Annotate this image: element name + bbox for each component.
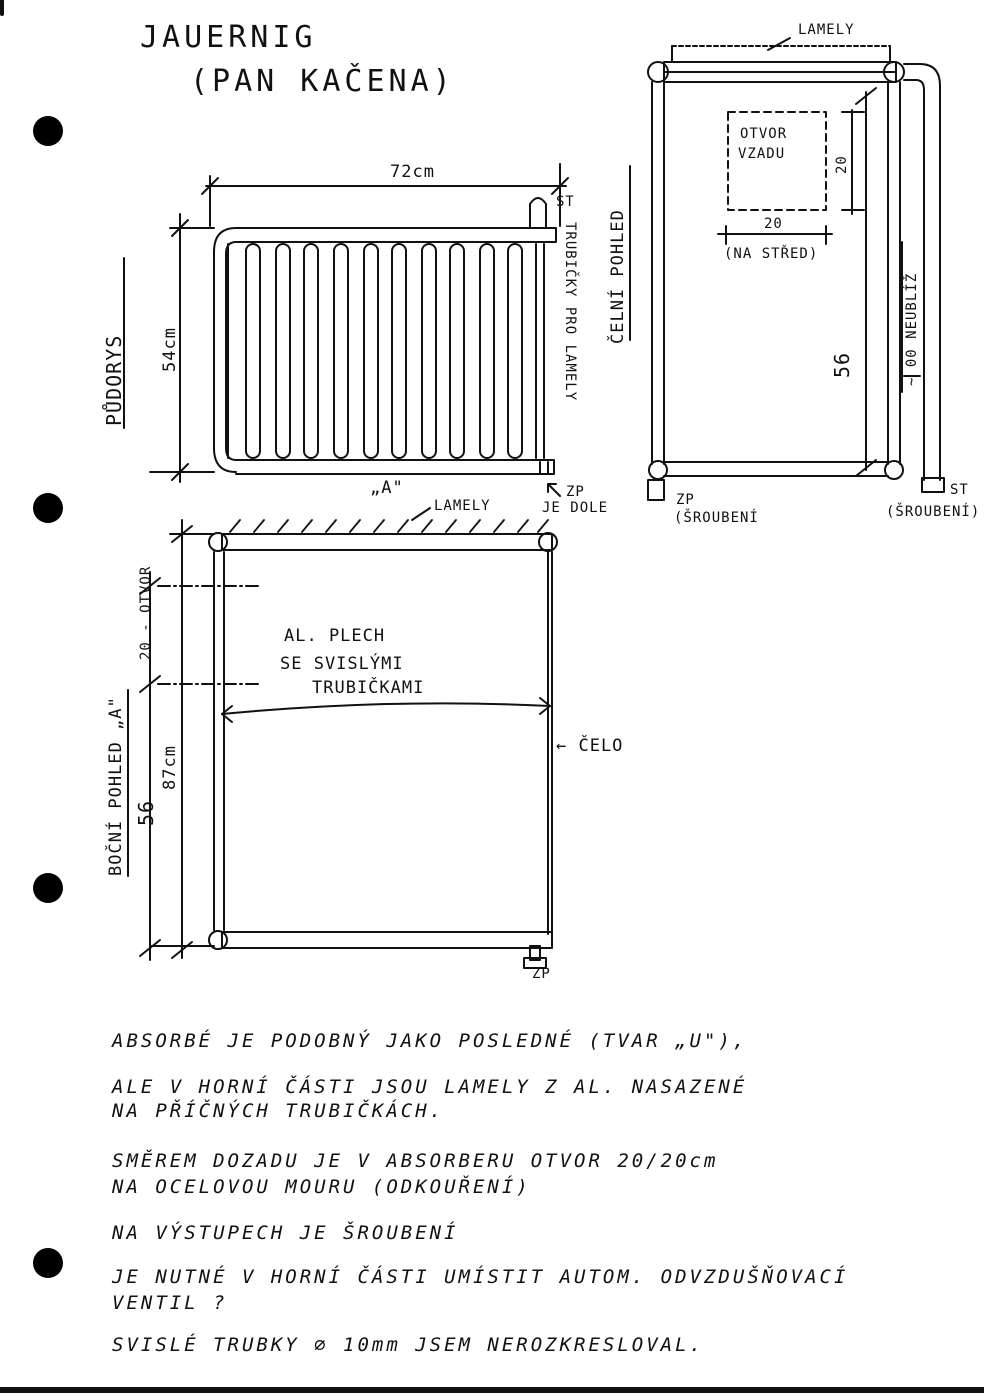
front-zp-label-1: ZP (676, 492, 695, 508)
front-st-label-1: ST (950, 482, 969, 498)
side-height-87: 87cm (160, 745, 180, 790)
plan-tubes-label: TRUBIČKY PRO LAMELY (562, 222, 578, 402)
front-hole-height: 20 (834, 155, 850, 174)
side-celo-label: ← ČELO (556, 736, 624, 756)
front-st-label-2: (ŠROUBENÍ) (886, 504, 981, 520)
plan-width-dimension: 72cm (390, 162, 435, 182)
side-plate-line-3: TRUBIČKAMI (312, 678, 425, 698)
front-hole-width: 20 (764, 216, 783, 232)
front-extra-dimension: ~ 00 NEUBLÍŽ (904, 272, 920, 386)
note-line-5: NA OCELOVOU MOURU (ODKOUŘENÍ) (112, 1176, 531, 1198)
plan-lamellae (246, 244, 522, 458)
plan-zp-note-1: ZP (566, 484, 585, 500)
plan-zp-note-2: JE DOLE (542, 500, 609, 516)
side-plate-line-1: AL. PLECH (284, 626, 386, 646)
front-hole-position: (NA STŘED) (724, 246, 819, 262)
side-plate-line-2: SE SVISLÝMI (280, 654, 404, 674)
side-height-56: 56 (134, 799, 158, 826)
front-height-dimension: 56 (830, 351, 854, 378)
front-view-drawing (630, 38, 944, 500)
note-line-9: SVISLÉ TRUBKY ⌀ 10mm JSEM NEROZKRESLOVAL. (112, 1334, 704, 1356)
front-hole-label-2: VZADU (738, 146, 786, 162)
front-hole-label-1: OTVOR (740, 126, 788, 142)
title-line-1: JAUERNIG (140, 20, 317, 55)
plan-view-label: PŮDORYS (102, 334, 126, 426)
side-hole-dimension: 20 - OTVOR (138, 565, 154, 660)
side-zp-label: ZP (532, 966, 551, 982)
note-line-4: SMĚREM DOZADU JE V ABSORBERU OTVOR 20/20cm (112, 1150, 719, 1172)
plan-height-dimension: 54cm (160, 327, 180, 372)
note-line-7: JE NUTNÉ V HORNÍ ČÁSTI UMÍSTIT AUTOM. ODVZDUŠŇOVACÍ (112, 1266, 849, 1288)
side-view-label: BOČNÍ POHLED „A" (106, 696, 126, 876)
side-lamely-label: LAMELY (434, 498, 491, 514)
note-line-3: NA PŘÍČNÝCH TRUBIČKÁCH. (112, 1100, 445, 1122)
side-view-drawing (128, 508, 557, 968)
plan-st-label: ST (556, 194, 575, 210)
plan-section-mark: „A" (370, 478, 404, 498)
note-line-2: ALE V HORNÍ ČÁSTI JSOU LAMELY Z AL. NASAZENÉ (112, 1076, 748, 1098)
note-line-1: ABSORBÉ JE PODOBNÝ JAKO POSLEDNÉ (TVAR „U"), (112, 1030, 748, 1052)
note-line-6: NA VÝSTUPECH JE ŠROUBENÍ (112, 1222, 459, 1244)
front-zp-label-2: (ŠROUBENÍ (674, 510, 759, 526)
note-line-8: VENTIL ? (112, 1292, 228, 1314)
front-lamely-label: LAMELY (798, 22, 855, 38)
plan-view-drawing (124, 164, 568, 496)
title-line-2: (PAN KAČENA) (190, 64, 455, 99)
front-view-label: ČELNÍ POHLED (608, 209, 628, 344)
